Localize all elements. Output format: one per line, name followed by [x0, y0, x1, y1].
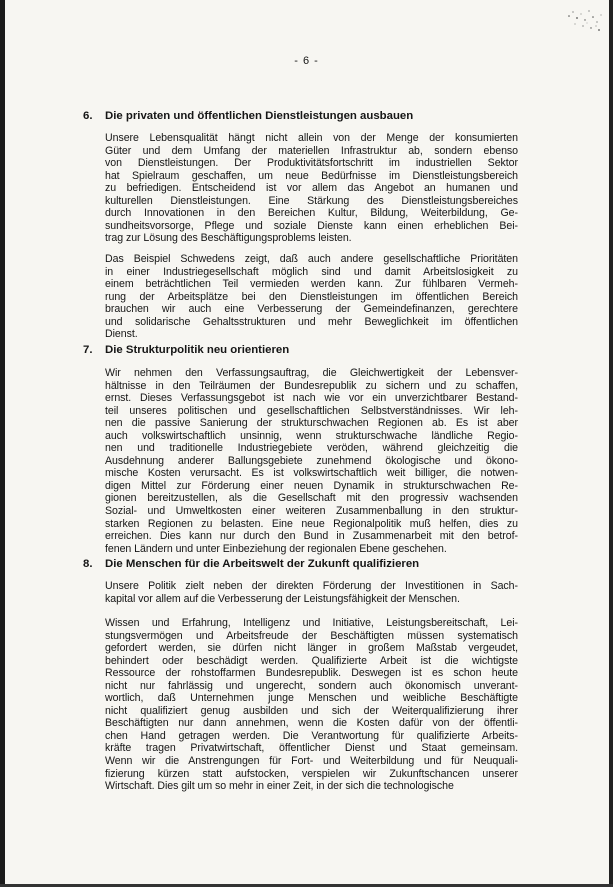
section-number: 8. — [83, 558, 93, 570]
text-line: Güter und dem Umfang der materiellen Infrastruktur ab, sondern ebenso — [105, 144, 518, 157]
text-line: mische Kosten verursacht. Es ist volkswirtschaftlich weit billiger, die notwen- — [105, 467, 518, 480]
text-line: fenen Ländern und unter Einbeziehung der regionalen Ebene geschehen. — [105, 542, 447, 555]
section-number: 7. — [83, 344, 93, 356]
text-line: Dienst. — [105, 328, 138, 341]
text-line: wortlich, daß Unternehmen junge Menschen und weibliche Beschäftigte — [105, 692, 518, 705]
text-line: Wirtschaft. Dies gilt um so mehr in einer Zeit, in der sich die technologische — [105, 780, 454, 793]
text-line: trag zur Lösung des Beschäftigungsproblems leisten. — [105, 232, 352, 245]
text-line: auch volkswirtschaftlich unsinnig, wenn strukturschwache ländliche Regio- — [105, 429, 518, 442]
text-line: Sozial- und Umweltkosten einer weiteren Zusammenballung in den struktur- — [105, 505, 518, 518]
text-line: Wir nehmen den Verfassungsauftrag, die Gleichwertigkeit der Lebensver- — [105, 367, 518, 379]
scan-noise-mark — [563, 6, 605, 36]
section-title: Die Strukturpolitik neu orientieren — [105, 344, 290, 356]
section-title: Die privaten und öffentlichen Dienstleistungen ausbauen — [105, 110, 414, 122]
text-line: digen Mittel zur Förderung einer neuen Dynamik in strukturschwachen Re- — [105, 479, 518, 492]
page-number: - 6 - — [294, 55, 319, 67]
section-7-heading — [83, 343, 289, 357]
text-line: hältnisse in den Teilräumen der Bundesrepublik zu sichern und zu schaffen, — [105, 379, 518, 392]
section-7-paragraph-1 — [105, 367, 518, 555]
text-line: Unsere Politik zielt neben der direkten Förderung der Investitionen in Sach- — [105, 580, 518, 592]
section-6-paragraph-1 — [105, 132, 518, 245]
text-line: Beschäftigten nur dann annehmen, wenn die Kosten dafür von der öffentli- — [105, 717, 518, 730]
text-line: stungsvermögen und Arbeitsfreude der Beschäftigten müssen systematisch — [105, 629, 518, 642]
text-line: teil unseres politischen und gesellschaftlichen Selbstverständnisses. Wir leh- — [105, 404, 518, 417]
text-line: ernst. Dieses Verfassungsgebot ist nach wie vor ein unverzichtbarer Bestand- — [105, 392, 518, 405]
section-6-heading — [83, 109, 413, 123]
text-line: und solidarische Gehaltsstrukturen und mehr Beweglichkeit im öffentlichen — [105, 315, 518, 328]
text-line: brauchen wir auch eine Verbesserung der Gemeindefinanzen, gerechtere — [105, 303, 518, 316]
text-line: Ausdehnung anderer Ballungsgebiete zunehmend ökologische und ökono- — [105, 454, 518, 467]
text-line: erreichen. Dies kann nur durch den Bund in Zusammenarbeit mit den betrof- — [105, 530, 518, 543]
text-line: zu befriedigen. Entscheidend ist vor allem das Angebot an humanen und — [105, 182, 518, 195]
section-6-paragraph-2 — [105, 253, 518, 341]
section-8-paragraph-1 — [105, 580, 518, 605]
text-line: durch Innovationen in den Bereichen Kultur, Bildung, Weiterbildung, Ge- — [105, 207, 518, 220]
text-line: Wissen und Erfahrung, Intelligenz und Initiative, Leistungsbereitschaft, Lei- — [105, 617, 518, 629]
section-title: Die Menschen für die Arbeitswelt der Zukunft qualifizieren — [105, 558, 420, 570]
section-8-heading — [83, 557, 419, 571]
text-line: einem beträchtlichen Teil vermieden werden kann. Zur fühlbaren Vermeh- — [105, 278, 518, 291]
text-line: kulturellen Dienstleistungen. Eine Stärkung des Dienstleistungsbereiches — [105, 194, 518, 207]
section-8-paragraph-2 — [105, 617, 518, 793]
text-line: behindert oder beschädigt werden. Qualifizierte Arbeit ist die wichtigste — [105, 654, 518, 667]
text-line: Wenn wir die Anstrengungen für Fort- und Weiterbildung und für Neuquali- — [105, 755, 518, 768]
text-line: in einer Industriegesellschaft möglich sind und damit Arbeitslosigkeit zu — [105, 265, 518, 278]
text-line: nicht nur fahrlässig und ungerecht, sondern auch ökonomisch unverant- — [105, 679, 518, 692]
text-line: rung der Arbeitsplätze bei den Dienstleistungen im öffentlichen Bereich — [105, 290, 518, 303]
text-line: sundheitsvorsorge, Pflege und soziale Dienste kann einen erheblichen Bei- — [105, 219, 518, 232]
text-line: gefordert werden, sie dürfen nicht länger in großem Maßstab vergeudet, — [105, 642, 518, 655]
text-line: nen und traditionelle Industriegebiete veröden, während gleichzeitig die — [105, 442, 518, 455]
text-line: nen die passive Sanierung der strukturschwachen Regionen ab. Es ist aber — [105, 417, 518, 430]
text-line: Ressource der rohstoffarmen Bundesrepublik. Deswegen ist es schon heute — [105, 667, 518, 680]
text-line: von Dienstleistungen. Der Produktivitätsfortschritt im industriellen Sektor — [105, 157, 518, 170]
text-line: fizierung kürzen statt aufstocken, verspielen wir Zukunftschancen unserer — [105, 767, 518, 780]
text-line: kräfte tragen Privatwirtschaft, öffentlicher Dienst und Staat gemeinsam. — [105, 742, 518, 755]
section-number: 6. — [83, 110, 93, 122]
text-line: gionen bereitzustellen, als die Gesellschaft mit den progressiv wachsenden — [105, 492, 518, 505]
text-line: nicht qualifiziert genug ausbilden und sich der Weiterqualifizierung ihrer — [105, 704, 518, 717]
text-line: Das Beispiel Schwedens zeigt, daß auch andere gesellschaftliche Prioritäten — [105, 253, 518, 265]
scan-edge-right — [609, 0, 613, 887]
text-line: chen Hand getragen werden. Die Verantwortung für qualifizierte Arbeits- — [105, 729, 518, 742]
scan-edge-left — [0, 0, 5, 887]
text-line: Unsere Lebensqualität hängt nicht allein von der Menge der konsumierten — [105, 132, 518, 144]
text-line: kapital vor allem auf die Verbesserung der Leistungsfähigkeit der Menschen. — [105, 592, 460, 605]
text-line: hat Spielraum geschaffen, um neue Bedürfnisse im Dienstleistungsbereich — [105, 169, 518, 182]
text-line: starken Regionen zu belasten. Eine neue Regionalpolitik muß helfen, dies zu — [105, 517, 518, 530]
